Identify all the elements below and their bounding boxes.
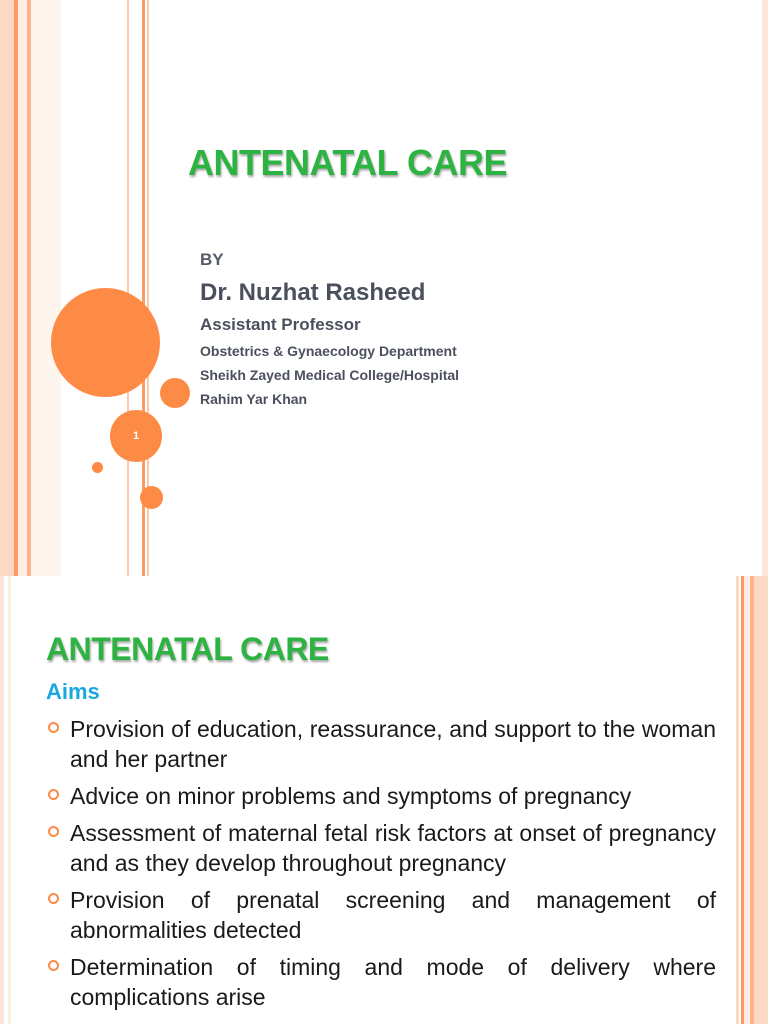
by-label: BY [200,250,224,269]
decor-circle [160,378,190,408]
decor-stripe [31,0,61,576]
slide-title: ANTENATAL CARE [46,631,329,667]
page-number: 1 [132,430,140,442]
slide-subtitle: Aims [46,679,100,704]
decor-stripe [0,576,4,1024]
list-item-text: Advice on minor problems and symptoms of pregnancy [70,783,632,809]
decor-circle-large [51,288,160,397]
ring-bullet-icon [48,722,59,733]
list-item [46,781,716,811]
ring-bullet-icon [48,826,59,837]
decor-stripe [18,0,27,576]
decor-stripe [127,0,129,576]
ring-bullet-icon [48,960,59,971]
author-department: Obstetrics & Gynaecology Department [200,343,457,359]
decor-circle-small [92,462,103,473]
slide-title: ANTENATAL CARE [188,142,507,183]
list-item-text: Assessment of maternal fetal risk factors at onset of pregnancy and as they develop throughout pregnancy [70,820,716,876]
ring-bullet-icon [48,789,59,800]
list-item [46,952,716,1012]
list-item-text: Provision of prenatal screening and management of abnormalities detected [70,887,716,943]
decor-circle [140,486,163,509]
page-number-badge [110,410,162,462]
decor-stripe [754,576,768,1024]
author-role: Assistant Professor [200,315,361,334]
author-city: Rahim Yar Khan [200,391,308,407]
decor-stripe [736,576,739,1024]
ring-bullet-icon [48,893,59,904]
decor-stripe [8,576,11,1024]
list-item-text: Provision of education, reassurance, and support to the woman and her partner [70,716,716,772]
decor-stripe [0,0,14,576]
aims-list [46,714,716,1019]
list-item [46,818,716,878]
list-item [46,714,716,774]
author-name: Dr. Nuzhat Rasheed [200,279,426,306]
list-item-text: Determination of timing and mode of delivery where complications arise [70,954,716,1010]
author-college: Sheikh Zayed Medical College/Hospital [200,367,460,383]
list-item [46,885,716,945]
decor-stripe [762,0,768,576]
content-slide [0,576,768,1024]
